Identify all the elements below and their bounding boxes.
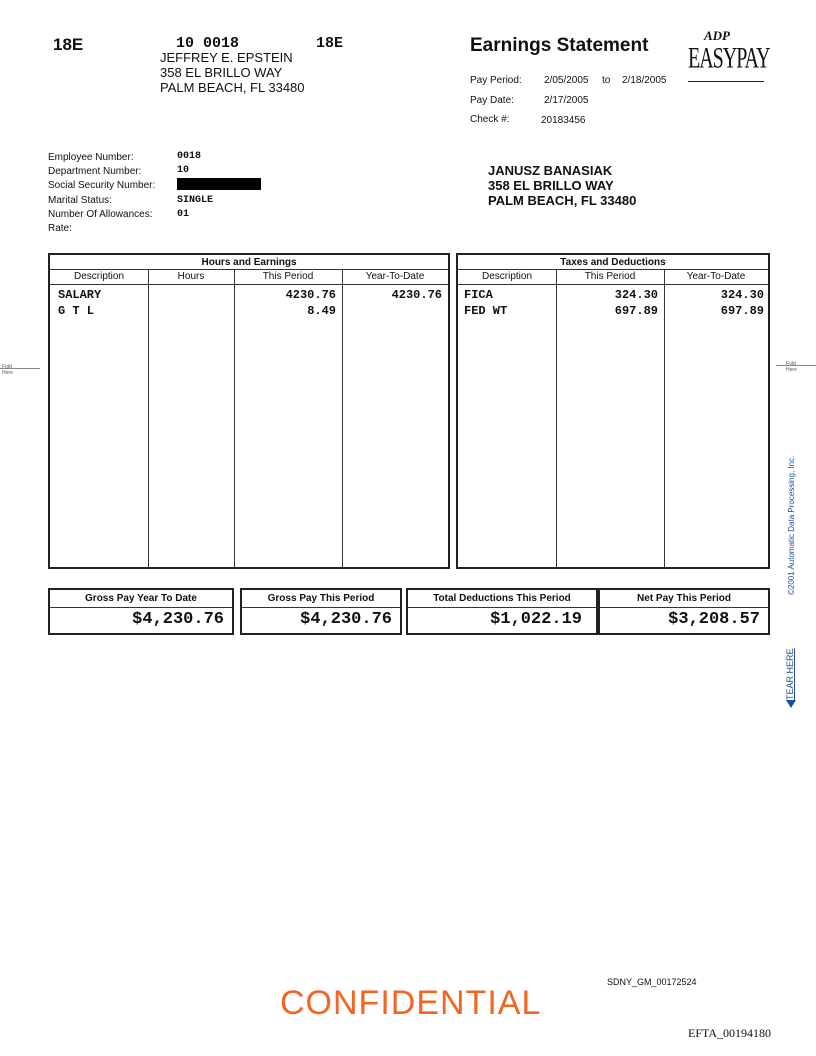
fold-right-word2: Here	[786, 367, 797, 373]
pay-period-from: 2/05/2005	[544, 75, 589, 86]
company-name: JEFFREY E. EPSTEIN	[160, 50, 293, 65]
pay-date-label: Pay Date:	[470, 95, 514, 106]
company-address-line2: PALM BEACH, FL 33480	[160, 80, 305, 95]
total-deductions-label: Total Deductions This Period	[433, 593, 571, 604]
total-deductions-divider	[408, 607, 596, 608]
marital-status-label: Marital Status:	[48, 195, 112, 206]
deductions-row-2-desc: FED WT	[464, 304, 508, 318]
deductions-col-description: Description	[481, 271, 533, 282]
earnings-col-divider-2	[234, 269, 235, 567]
recipient-address-line1: 358 EL BRILLO WAY	[488, 178, 614, 193]
pay-period-label: Pay Period:	[470, 75, 522, 86]
ssn-label: Social Security Number:	[48, 180, 156, 191]
deductions-caption: Taxes and Deductions	[560, 257, 666, 268]
gross-period-label: Gross Pay This Period	[267, 593, 375, 604]
recipient-name: JANUSZ BANASIAK	[488, 163, 613, 178]
gross-period-value: $4,230.76	[300, 610, 392, 629]
allowances-label: Number Of Allowances:	[48, 209, 153, 220]
deductions-caption-divider	[458, 269, 768, 270]
employee-number-value: 0018	[177, 151, 202, 162]
gross-ytd-label: Gross Pay Year To Date	[85, 593, 197, 604]
ssn-redaction	[177, 178, 261, 190]
deductions-row-2-period: 697.89	[614, 304, 658, 318]
fold-mark-right	[786, 361, 797, 373]
earnings-col-hours: Hours	[177, 271, 205, 282]
branch-code-right: 18E	[316, 35, 344, 52]
earnings-row-1-period: 4230.76	[285, 288, 336, 302]
employee-number-label: Employee Number:	[48, 152, 134, 163]
statement-title: Earnings Statement	[470, 35, 649, 56]
confidential-stamp: CONFIDENTIAL	[280, 984, 542, 1022]
bates-number: SDNY_GM_00172524	[607, 977, 697, 987]
logo-adp: ADP	[704, 28, 730, 43]
earnings-col-divider-1	[148, 269, 149, 567]
company-code: 10 0018	[176, 35, 240, 52]
company-address-line1: 358 EL BRILLO WAY	[160, 65, 283, 80]
fold-line-right	[776, 365, 816, 366]
efta-number: EFTA_00194180	[688, 1026, 772, 1040]
fold-left-word2: Here	[2, 370, 13, 376]
department-number-label: Department Number:	[48, 166, 142, 177]
deductions-col-divider-2	[664, 269, 665, 567]
check-number-label: Check #:	[470, 114, 510, 125]
total-deductions-value: $1,022.19	[490, 610, 582, 629]
allowances-value: 01	[177, 209, 190, 220]
branch-code: 18E	[53, 35, 84, 54]
copyright-notice: ©2001 Automatic Data Processing, Inc.	[787, 455, 796, 595]
fold-right-word1: Fold	[786, 361, 796, 367]
adp-easypay-logo	[688, 28, 770, 84]
tear-here-label: TEAR HERE	[785, 648, 795, 700]
fold-line-left	[0, 368, 40, 369]
earnings-col-this-period: This Period	[262, 271, 314, 282]
earnings-col-ytd: Year-To-Date	[365, 271, 425, 282]
deductions-col-this-period: This Period	[584, 271, 636, 282]
deductions-col-divider-1	[556, 269, 557, 567]
recipient-address-line2: PALM BEACH, FL 33480	[488, 193, 637, 208]
earnings-col-description: Description	[73, 271, 125, 282]
earnings-header-divider	[50, 284, 448, 285]
gross-period-box	[240, 588, 402, 635]
gross-ytd-divider	[50, 607, 232, 608]
net-pay-divider	[600, 607, 768, 608]
department-number-value: 10	[177, 165, 190, 176]
recipient-address-block	[488, 163, 636, 208]
deductions-col-ytd: Year-To-Date	[686, 271, 746, 282]
logo-easypay: EASYPAY	[688, 42, 770, 75]
rate-label: Rate:	[48, 223, 72, 234]
tear-arrow-icon	[786, 700, 796, 708]
net-pay-value: $3,208.57	[668, 610, 760, 629]
net-pay-box	[598, 588, 770, 635]
deductions-table	[456, 253, 770, 569]
earnings-row-2-desc: G T L	[58, 304, 95, 318]
gross-ytd-value: $4,230.76	[132, 610, 224, 629]
deductions-row-1-desc: FICA	[464, 288, 493, 302]
deductions-header-divider	[458, 284, 768, 285]
earnings-table	[48, 253, 450, 569]
fold-mark-left	[2, 364, 13, 376]
earnings-caption-divider	[50, 269, 448, 270]
gross-ytd-box	[48, 588, 234, 635]
total-deductions-box	[406, 588, 598, 635]
earnings-row-2-period: 8.49	[307, 304, 336, 318]
earnings-caption: Hours and Earnings	[201, 257, 297, 268]
earnings-row-1-ytd: 4230.76	[391, 288, 442, 302]
company-address-block	[160, 50, 305, 95]
deductions-row-1-ytd: 324.30	[720, 288, 764, 302]
pay-period-to-word: to	[602, 75, 611, 86]
earnings-col-divider-3	[342, 269, 343, 567]
pay-period-to: 2/18/2005	[622, 75, 667, 86]
fold-left-word1: Fold	[2, 364, 12, 370]
logo-underline	[688, 81, 764, 82]
earnings-row-1-desc: SALARY	[58, 288, 102, 302]
deductions-row-2-ytd: 697.89	[720, 304, 764, 318]
net-pay-label: Net Pay This Period	[637, 593, 731, 604]
gross-period-divider	[242, 607, 400, 608]
check-number-value: 20183456	[541, 115, 586, 126]
deductions-row-1-period: 324.30	[614, 288, 658, 302]
marital-status-value: SINGLE	[177, 195, 214, 206]
pay-date-value: 2/17/2005	[544, 95, 589, 106]
